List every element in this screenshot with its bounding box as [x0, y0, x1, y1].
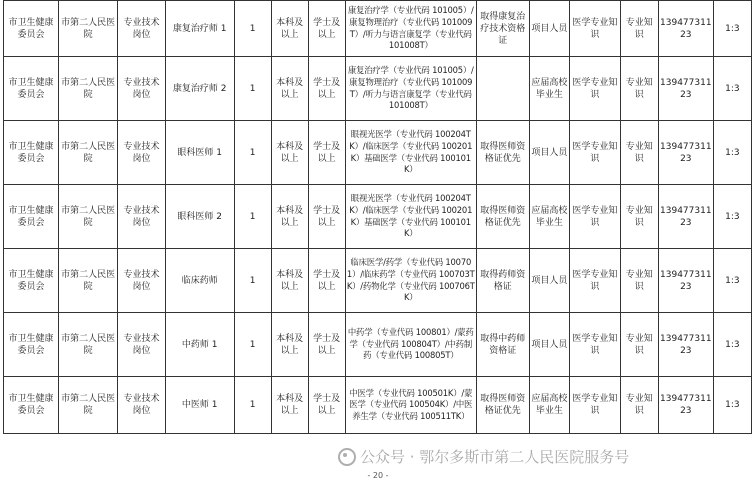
table-row	[4, 1, 752, 57]
post-type-cell: 专业技术岗位	[118, 249, 166, 313]
education-cell: 本科及以上	[271, 121, 308, 185]
exam-subject-cell: 医学专业知识	[569, 185, 620, 249]
interview-cell: 专业知识	[620, 57, 658, 121]
post-name-cell: 眼科医师 1	[165, 121, 234, 185]
headcount-cell: 1	[234, 1, 271, 57]
watermark-text: 公众号 · 鄂尔多斯市第二人民医院服务号	[360, 448, 630, 466]
degree-cell: 学士及以上	[308, 121, 345, 185]
post-name-cell: 眼科医师 2	[165, 185, 234, 249]
unit-cell: 市第二人民医院	[59, 313, 118, 377]
page-number: - 20 -	[367, 471, 389, 480]
post-name-cell: 康复治疗师 1	[165, 1, 234, 57]
exam-subject-cell: 医学专业知识	[569, 377, 620, 434]
table-row	[4, 377, 752, 434]
phone-cell: 13947731123	[658, 57, 713, 121]
ratio-cell: 1:3	[713, 377, 751, 434]
post-name-cell: 中药师 1	[165, 313, 234, 377]
post-type-cell: 专业技术岗位	[118, 185, 166, 249]
post-type-cell: 专业技术岗位	[118, 377, 166, 434]
department-cell: 市卫生健康委员会	[4, 249, 59, 313]
education-cell: 本科及以上	[271, 185, 308, 249]
post-name-cell: 临床药师	[165, 249, 234, 313]
table-row	[4, 313, 752, 377]
ratio-cell: 1:3	[713, 1, 751, 57]
recruitment-table	[3, 0, 752, 434]
degree-cell: 学士及以上	[308, 377, 345, 434]
phone-cell: 13947731123	[658, 377, 713, 434]
exam-subject-cell: 医学专业知识	[569, 249, 620, 313]
unit-cell: 市第二人民医院	[59, 57, 118, 121]
major-cell: 眼视光医学（专业代码 100204TK）/临床医学（专业代码 100201K）基础医学（专业代码 100101K）	[345, 185, 476, 249]
exam-subject-cell: 医学专业知识	[569, 1, 620, 57]
degree-cell: 学士及以上	[308, 313, 345, 377]
education-cell: 本科及以上	[271, 377, 308, 434]
interview-cell: 专业知识	[620, 1, 658, 57]
unit-cell: 市第二人民医院	[59, 1, 118, 57]
post-type-cell: 专业技术岗位	[118, 313, 166, 377]
education-cell: 本科及以上	[271, 1, 308, 57]
major-cell: 眼视光医学（专业代码 100204TK）/临床医学（专业代码 100201K）基础医学（专业代码 100101K）	[345, 121, 476, 185]
qualification-cell: 取得康复治疗技术资格证	[476, 1, 529, 57]
table-row	[4, 185, 752, 249]
target-cell: 项目人员	[529, 313, 569, 377]
degree-cell: 学士及以上	[308, 1, 345, 57]
target-cell: 项目人员	[529, 1, 569, 57]
major-cell: 临床医学/药学（专业代码 100701）/临床药学（专业代码 100703TK）/药物化学（专业代码 100706TK）	[345, 249, 476, 313]
target-cell: 应届高校毕业生	[529, 57, 569, 121]
watermark	[338, 446, 629, 467]
phone-cell: 13947731123	[658, 121, 713, 185]
interview-cell: 专业知识	[620, 313, 658, 377]
ratio-cell: 1:3	[713, 185, 751, 249]
post-name-cell: 中医师 1	[165, 377, 234, 434]
phone-cell: 13947731123	[658, 1, 713, 57]
ratio-cell: 1:3	[713, 121, 751, 185]
major-cell: 康复治疗学（专业代码 101005）/康复物理治疗（专业代码 101009T）/听力与语言康复学（专业代码 101008T）	[345, 57, 476, 121]
headcount-cell: 1	[234, 249, 271, 313]
headcount-cell: 1	[234, 57, 271, 121]
education-cell: 本科及以上	[271, 249, 308, 313]
wechat-icon	[338, 448, 356, 466]
department-cell: 市卫生健康委员会	[4, 313, 59, 377]
table-row	[4, 249, 752, 313]
headcount-cell: 1	[234, 121, 271, 185]
headcount-cell: 1	[234, 377, 271, 434]
phone-cell: 13947731123	[658, 313, 713, 377]
department-cell: 市卫生健康委员会	[4, 121, 59, 185]
interview-cell: 专业知识	[620, 121, 658, 185]
post-type-cell: 专业技术岗位	[118, 1, 166, 57]
unit-cell: 市第二人民医院	[59, 121, 118, 185]
exam-subject-cell: 医学专业知识	[569, 313, 620, 377]
qualification-cell: 取得中药师资格证	[476, 313, 529, 377]
department-cell: 市卫生健康委员会	[4, 185, 59, 249]
ratio-cell: 1:3	[713, 249, 751, 313]
degree-cell: 学士及以上	[308, 185, 345, 249]
interview-cell: 专业知识	[620, 377, 658, 434]
major-cell: 康复治疗学（专业代码 101005）/康复物理治疗（专业代码 101009T）/听力与语言康复学（专业代码 101008T）	[345, 1, 476, 57]
interview-cell: 专业知识	[620, 249, 658, 313]
phone-cell: 13947731123	[658, 249, 713, 313]
qualification-cell: 取得医师资格证优先	[476, 377, 529, 434]
interview-cell: 专业知识	[620, 185, 658, 249]
education-cell: 本科及以上	[271, 57, 308, 121]
headcount-cell: 1	[234, 313, 271, 377]
department-cell: 市卫生健康委员会	[4, 57, 59, 121]
degree-cell: 学士及以上	[308, 57, 345, 121]
qualification-cell: 取得医师资格证优先	[476, 185, 529, 249]
unit-cell: 市第二人民医院	[59, 377, 118, 434]
target-cell: 应届高校毕业生	[529, 185, 569, 249]
department-cell: 市卫生健康委员会	[4, 1, 59, 57]
qualification-cell: 取得医师资格证优先	[476, 121, 529, 185]
phone-cell: 13947731123	[658, 185, 713, 249]
post-type-cell: 专业技术岗位	[118, 121, 166, 185]
target-cell: 项目人员	[529, 249, 569, 313]
exam-subject-cell: 医学专业知识	[569, 121, 620, 185]
unit-cell: 市第二人民医院	[59, 185, 118, 249]
unit-cell: 市第二人民医院	[59, 249, 118, 313]
post-name-cell: 康复治疗师 2	[165, 57, 234, 121]
post-type-cell: 专业技术岗位	[118, 57, 166, 121]
education-cell: 本科及以上	[271, 313, 308, 377]
department-cell: 市卫生健康委员会	[4, 377, 59, 434]
qualification-cell: 取得药师资格证	[476, 249, 529, 313]
ratio-cell: 1:3	[713, 57, 751, 121]
headcount-cell: 1	[234, 185, 271, 249]
major-cell: 中医学（专业代码 100501K）/蒙医学（专业代码 100504K）/中医养生学（专业代码 100511TK）	[345, 377, 476, 434]
degree-cell: 学士及以上	[308, 249, 345, 313]
target-cell: 应届高校毕业生	[529, 377, 569, 434]
table-row	[4, 57, 752, 121]
qualification-cell	[476, 57, 529, 121]
ratio-cell: 1:3	[713, 313, 751, 377]
target-cell: 项目人员	[529, 121, 569, 185]
table-row	[4, 121, 752, 185]
major-cell: 中药学（专业代码 100801）/蒙药学（专业代码 100804T）/中药制药（专业代码 100805T）	[345, 313, 476, 377]
exam-subject-cell: 医学专业知识	[569, 57, 620, 121]
